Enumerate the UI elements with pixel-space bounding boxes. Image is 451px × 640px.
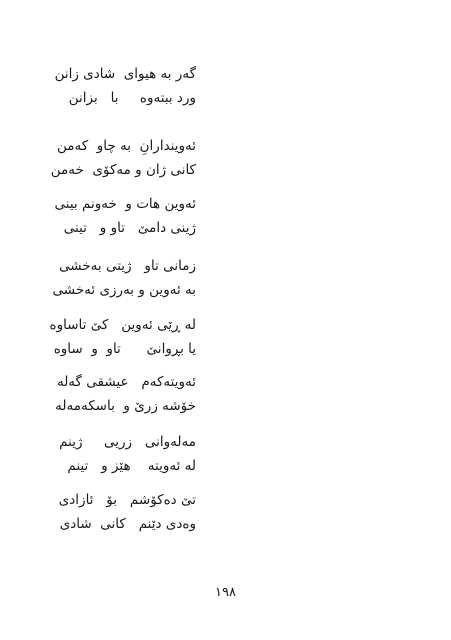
poem-stanza-6 — [26, 370, 196, 418]
poem-stanza-3 — [26, 192, 196, 240]
poem-line: لە ئەویتە هێز و تینم — [67, 458, 196, 474]
poem-line: ئەوین هات و خەونم بینی — [54, 196, 196, 212]
poem-line: ئەویندارانِ بە چاو کەمن — [57, 138, 196, 154]
poem-line: کانی ژان و مەکۆی خەمن — [50, 162, 196, 178]
poem-line: یا بڕوانێ تاو و ساوە — [53, 341, 196, 357]
poem-stanza-1 — [26, 62, 196, 110]
poem-line: گەر بە هیوای شادی زانن — [54, 66, 196, 82]
poem-line: خۆشە زرێ و باسکەمەلە — [55, 398, 196, 414]
poem-line: لە ڕێی ئەوین کێ تاساوە — [49, 317, 196, 333]
page-number: ١٩٨ — [215, 585, 236, 600]
poem-stanza-8 — [26, 488, 196, 536]
poem-line: مەلەوانی زریی ژینم — [59, 434, 196, 450]
poem-stanza-7 — [26, 430, 196, 478]
poem-line: بە ئەوین و بەرزی ئەخشی — [52, 282, 196, 298]
poem-line: ژینی دامێ تاو و تینی — [63, 220, 196, 236]
poem-stanza-4 — [26, 254, 196, 302]
poem-line: وەدی دێنم کانی شادی — [59, 516, 196, 532]
poem-stanza-5 — [26, 313, 196, 361]
poem-line: ورد ببتەوە با بزانن — [68, 90, 196, 106]
poem-line: زمانی تاو ژیتی بەخشی — [59, 258, 196, 274]
poem-stanza-2 — [26, 134, 196, 182]
poem-line: ئەویتەکەم عیشقی گەلە — [56, 374, 196, 390]
poem-line: تێ دەکۆشم بۆ ئازادی — [58, 492, 196, 508]
